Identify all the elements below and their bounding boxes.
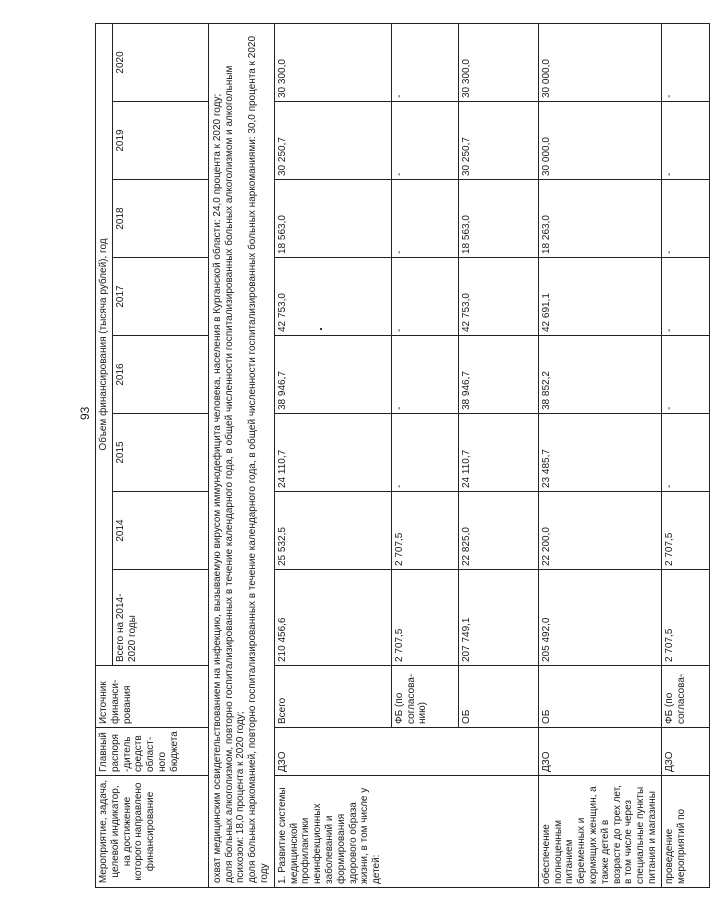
cell-2020: 30 000,0 bbox=[538, 23, 661, 101]
cell-2018: 18 563,0 bbox=[458, 180, 538, 258]
cell-2020: 30 300,0 bbox=[458, 23, 538, 101]
row-manager: ДЗО bbox=[274, 728, 538, 776]
row-manager: ДЗО bbox=[538, 728, 661, 776]
cell-2016: 38 852,2 bbox=[538, 336, 661, 414]
page-number: 93 bbox=[78, 406, 92, 420]
row-measure: проведение мероприятий по bbox=[661, 776, 709, 888]
cell-2019: 30 000,0 bbox=[538, 102, 661, 180]
header-year-2017: 2017 bbox=[112, 258, 208, 336]
row-source: ФБ (по согласова- bbox=[661, 666, 709, 728]
header-year-2016: 2016 bbox=[112, 336, 208, 414]
cell-2017: 42 691,1 bbox=[538, 258, 661, 336]
header-year-2020: 2020 bbox=[112, 23, 208, 101]
cell-total: 2 707,5 bbox=[391, 570, 458, 666]
cell-2015: 24 110,7 bbox=[458, 414, 538, 492]
cell-2016: - bbox=[391, 336, 458, 414]
cell-2019: 30 250,7 bbox=[274, 102, 391, 180]
cell-2019: 30 250,7 bbox=[458, 102, 538, 180]
row-source: ОБ bbox=[538, 666, 661, 728]
header-total: Всего на 2014-2020 годы bbox=[112, 570, 208, 666]
cell-2016: 38 946,7 bbox=[274, 336, 391, 414]
cell-2018: 18 263,0 bbox=[538, 180, 661, 258]
cell-2018: 18 563,0 bbox=[274, 180, 391, 258]
cell-2019: - bbox=[391, 102, 458, 180]
header-manager: Главный распоря-дитель средств област-ного бюджета bbox=[96, 728, 209, 776]
cell-2020: 30 300,0 bbox=[274, 23, 391, 101]
header-year-2019: 2019 bbox=[112, 102, 208, 180]
row-source: ФБ (по согласова-нию) bbox=[391, 666, 458, 728]
row-source: ОБ bbox=[458, 666, 538, 728]
row-source: Всего bbox=[274, 666, 391, 728]
row-manager: ДЗО bbox=[661, 728, 709, 776]
header-source: Источник финанси-рования bbox=[96, 666, 209, 728]
target-line-3: доля больных наркоманией, повторно госпитализированных в течение календарного года, в общей численности госпитализированных больных наркоманиями: 30,0 процента к 2020 году bbox=[247, 35, 270, 883]
cell-total: 2 707,5 bbox=[661, 570, 709, 666]
cell-2015: - bbox=[661, 414, 709, 492]
header-year-2015: 2015 bbox=[112, 414, 208, 492]
cell-2015: 23 485,7 bbox=[538, 414, 661, 492]
cell-2018: - bbox=[661, 180, 709, 258]
cell-total: 207 749,1 bbox=[458, 570, 538, 666]
rotated-page bbox=[95, 26, 687, 888]
cell-2017: - bbox=[391, 258, 458, 336]
cell-2014: 2 707,5 bbox=[661, 492, 709, 570]
cell-2014: 22 825,0 bbox=[458, 492, 538, 570]
header-measure: Мероприятие, задача, целевой индикатор, на достижение которого направлено финансирование bbox=[96, 776, 209, 888]
cell-2014: 22 200,0 bbox=[538, 492, 661, 570]
table-row bbox=[274, 23, 391, 887]
target-line-1: охват медицинским освидетельствованием на инфекцию, вызываемую вирусом иммунодефицита человека, населения в Курганской области: 24,0 процента к 2020 году; bbox=[211, 93, 223, 883]
cell-2018: - bbox=[391, 180, 458, 258]
row-measure: обеспечение полноценным питанием беременных и кормящих женщин, а также детей в возрасте до трех лет, в том числе через специальные пункты питания и магазины bbox=[538, 776, 661, 888]
target-indicators bbox=[208, 23, 274, 887]
cell-2020: - bbox=[661, 23, 709, 101]
header-volume: Объем финансирования (тысяча рублей), год bbox=[96, 23, 113, 665]
cell-2015: - bbox=[391, 414, 458, 492]
cell-2016: 38 946,7 bbox=[458, 336, 538, 414]
table-row bbox=[538, 23, 661, 887]
financing-table bbox=[95, 23, 710, 888]
cell-2014: 25 532,5 bbox=[274, 492, 391, 570]
cell-total: 205 492,0 bbox=[538, 570, 661, 666]
cell-2019: - bbox=[661, 102, 709, 180]
table-row bbox=[661, 23, 709, 887]
cell-2017: - bbox=[661, 258, 709, 336]
target-line-2: доля больных алкоголизмом, повторно госпитализированных в течение календарного года, в общей численности госпитализированных больных алкоголизмом и алкогольным психозом: 18,0 процента к 2020 году; bbox=[223, 65, 247, 883]
cell-total: 210 456,6 bbox=[274, 570, 391, 666]
header-row-1 bbox=[96, 23, 113, 887]
cell-2014: 2 707,5 bbox=[391, 492, 458, 570]
cell-2020: - bbox=[391, 23, 458, 101]
row-measure: 1. Развитие системы медицинской профилактики неинфекционных заболеваний и формирования здорового образа жизни, в том числе у детей: bbox=[274, 776, 538, 888]
cell-2015: 24 110,7 bbox=[274, 414, 391, 492]
header-year-2018: 2018 bbox=[112, 180, 208, 258]
header-year-2014: 2014 bbox=[112, 492, 208, 570]
cell-2017: 42 753,0 bbox=[274, 258, 391, 336]
cell-2017: 42 753,0 bbox=[458, 258, 538, 336]
target-indicators-row bbox=[208, 23, 274, 887]
cell-2016: - bbox=[661, 336, 709, 414]
